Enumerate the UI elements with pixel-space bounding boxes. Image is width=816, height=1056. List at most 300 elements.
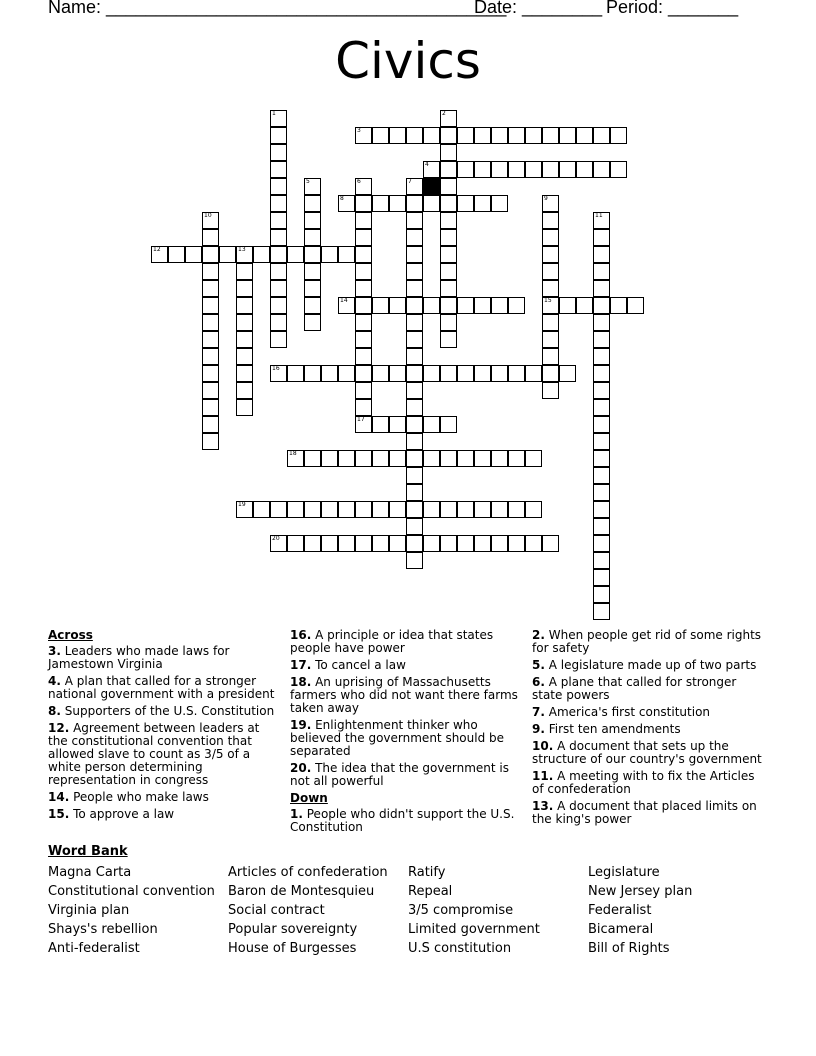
crossword-cell[interactable] bbox=[406, 212, 423, 229]
crossword-cell[interactable] bbox=[304, 212, 321, 229]
crossword-cell[interactable] bbox=[406, 348, 423, 365]
crossword-cell[interactable] bbox=[202, 212, 219, 229]
crossword-cell[interactable] bbox=[321, 365, 338, 382]
crossword-cell[interactable] bbox=[355, 399, 372, 416]
crossword-cell[interactable] bbox=[270, 501, 287, 518]
crossword-cell[interactable] bbox=[491, 127, 508, 144]
across-clue: 3. Leaders who made laws for Jamestown Virginia bbox=[48, 644, 230, 671]
crossword-cell[interactable] bbox=[627, 297, 644, 314]
crossword-cell[interactable] bbox=[355, 127, 372, 144]
crossword-cell[interactable] bbox=[440, 144, 457, 161]
crossword-cell[interactable] bbox=[542, 280, 559, 297]
crossword-cell[interactable] bbox=[406, 450, 423, 467]
crossword-cell[interactable] bbox=[202, 297, 219, 314]
crossword-cell[interactable] bbox=[593, 127, 610, 144]
crossword-cell[interactable] bbox=[389, 416, 406, 433]
crossword-cell[interactable] bbox=[593, 552, 610, 569]
word-bank-item: Shays's rebellion bbox=[48, 922, 158, 937]
crossword-cell[interactable] bbox=[525, 365, 542, 382]
crossword-cell[interactable] bbox=[338, 535, 355, 552]
crossword-cell[interactable] bbox=[610, 297, 627, 314]
crossword-cell[interactable] bbox=[576, 161, 593, 178]
crossword-cell[interactable] bbox=[440, 161, 457, 178]
crossword-cell[interactable] bbox=[474, 365, 491, 382]
crossword-cell[interactable] bbox=[542, 195, 559, 212]
crossword-cell[interactable] bbox=[389, 365, 406, 382]
crossword-cell[interactable] bbox=[287, 501, 304, 518]
across-clue: 8. Supporters of the U.S. Constitution bbox=[48, 704, 275, 718]
crossword-cell[interactable] bbox=[355, 314, 372, 331]
crossword-cell[interactable] bbox=[270, 110, 287, 127]
word-bank-item: House of Burgesses bbox=[228, 941, 357, 956]
crossword-cell[interactable] bbox=[423, 161, 440, 178]
crossword-cell[interactable] bbox=[457, 161, 474, 178]
crossword-cell[interactable] bbox=[457, 501, 474, 518]
crossword-cell[interactable] bbox=[593, 263, 610, 280]
crossword-cell[interactable] bbox=[321, 246, 338, 263]
crossword-cell[interactable] bbox=[406, 365, 423, 382]
crossword-cell[interactable] bbox=[542, 161, 559, 178]
word-bank-item: Repeal bbox=[408, 884, 453, 899]
crossword-cell[interactable] bbox=[508, 450, 525, 467]
crossword-cell[interactable] bbox=[202, 229, 219, 246]
down-clue: 1. People who didn't support the U.S. Constitution bbox=[290, 807, 515, 834]
crossword-cell[interactable] bbox=[304, 229, 321, 246]
name-field-label: Name: ________________________________________ bbox=[48, 0, 507, 17]
crossword-cell[interactable] bbox=[406, 501, 423, 518]
crossword-cell[interactable] bbox=[202, 433, 219, 450]
crossword-cell[interactable] bbox=[355, 382, 372, 399]
crossword-cell[interactable] bbox=[304, 195, 321, 212]
crossword-cell[interactable] bbox=[270, 246, 287, 263]
crossword-cell[interactable] bbox=[202, 348, 219, 365]
crossword-cell[interactable] bbox=[185, 246, 202, 263]
crossword-cell[interactable] bbox=[236, 331, 253, 348]
across-heading: Across bbox=[48, 628, 93, 642]
crossword-cell[interactable] bbox=[593, 586, 610, 603]
crossword-cell[interactable] bbox=[338, 195, 355, 212]
crossword-cell[interactable] bbox=[406, 399, 423, 416]
crossword-cell[interactable] bbox=[406, 314, 423, 331]
word-bank-column bbox=[408, 863, 540, 958]
crossword-cell[interactable] bbox=[372, 365, 389, 382]
crossword-cell[interactable] bbox=[593, 484, 610, 501]
crossword-cell[interactable] bbox=[253, 501, 270, 518]
down-clue: 9. First ten amendments bbox=[532, 722, 681, 736]
crossword-cell[interactable] bbox=[406, 552, 423, 569]
crossword-cell[interactable] bbox=[423, 450, 440, 467]
crossword-cell[interactable] bbox=[270, 212, 287, 229]
crossword-cell[interactable] bbox=[474, 127, 491, 144]
crossword-cell[interactable] bbox=[389, 297, 406, 314]
page-title: Civics bbox=[335, 32, 481, 90]
crossword-cell[interactable] bbox=[236, 246, 253, 263]
crossword-cell[interactable] bbox=[304, 365, 321, 382]
crossword-cell[interactable] bbox=[287, 450, 304, 467]
crossword-cell[interactable] bbox=[406, 297, 423, 314]
crossword-cell[interactable] bbox=[593, 246, 610, 263]
crossword-cell[interactable] bbox=[423, 535, 440, 552]
crossword-cell[interactable] bbox=[508, 535, 525, 552]
crossword-cell[interactable] bbox=[474, 161, 491, 178]
clue-number: 10 bbox=[204, 212, 212, 219]
crossword-cell[interactable] bbox=[423, 501, 440, 518]
crossword-cell[interactable] bbox=[406, 416, 423, 433]
crossword-cell[interactable] bbox=[270, 229, 287, 246]
crossword-cell[interactable] bbox=[542, 246, 559, 263]
crossword-cell[interactable] bbox=[474, 297, 491, 314]
crossword-cell[interactable] bbox=[406, 263, 423, 280]
down-clue: 6. A plane that called for stronger state powers bbox=[532, 675, 737, 702]
crossword-cell[interactable] bbox=[474, 501, 491, 518]
crossword-cell[interactable] bbox=[440, 535, 457, 552]
crossword-cell[interactable] bbox=[440, 365, 457, 382]
crossword-cell[interactable] bbox=[236, 263, 253, 280]
crossword-cell[interactable] bbox=[491, 535, 508, 552]
crossword-cell[interactable] bbox=[440, 178, 457, 195]
crossword-cell[interactable] bbox=[593, 399, 610, 416]
crossword-cell[interactable] bbox=[372, 127, 389, 144]
crossword-cell[interactable] bbox=[406, 280, 423, 297]
crossword-cell[interactable] bbox=[304, 501, 321, 518]
crossword-cell[interactable] bbox=[236, 365, 253, 382]
crossword-cell[interactable] bbox=[559, 161, 576, 178]
clues-column-3 bbox=[532, 629, 768, 830]
clue-number: 16 bbox=[272, 365, 280, 372]
crossword-cell[interactable] bbox=[338, 501, 355, 518]
crossword-cell[interactable] bbox=[270, 297, 287, 314]
crossword-cell[interactable] bbox=[202, 263, 219, 280]
crossword-cell[interactable] bbox=[355, 348, 372, 365]
crossword-cell[interactable] bbox=[270, 263, 287, 280]
crossword-cell[interactable] bbox=[406, 467, 423, 484]
crossword-cell[interactable] bbox=[202, 382, 219, 399]
crossword-cell[interactable] bbox=[525, 535, 542, 552]
crossword-cell[interactable] bbox=[321, 535, 338, 552]
crossword-cell[interactable] bbox=[202, 399, 219, 416]
crossword-cell[interactable] bbox=[355, 178, 372, 195]
crossword-cell[interactable] bbox=[508, 297, 525, 314]
crossword-cell[interactable] bbox=[542, 535, 559, 552]
crossword-cell[interactable] bbox=[457, 127, 474, 144]
crossword-cell[interactable] bbox=[355, 263, 372, 280]
crossword-cell[interactable] bbox=[236, 297, 253, 314]
crossword-cell[interactable] bbox=[610, 161, 627, 178]
crossword-cell[interactable] bbox=[168, 246, 185, 263]
crossword-cell[interactable] bbox=[593, 331, 610, 348]
crossword-cell[interactable] bbox=[236, 501, 253, 518]
crossword-cell[interactable] bbox=[236, 348, 253, 365]
crossword-cell[interactable] bbox=[576, 127, 593, 144]
crossword-cell[interactable] bbox=[593, 433, 610, 450]
crossword-cell[interactable] bbox=[508, 127, 525, 144]
clue-number: 17 bbox=[357, 416, 365, 423]
crossword-cell[interactable] bbox=[372, 535, 389, 552]
crossword-cell[interactable] bbox=[593, 518, 610, 535]
crossword-cell[interactable] bbox=[355, 365, 372, 382]
crossword-cell[interactable] bbox=[338, 246, 355, 263]
crossword-cell[interactable] bbox=[542, 331, 559, 348]
word-bank-item: Anti-federalist bbox=[48, 941, 140, 956]
crossword-cell[interactable] bbox=[440, 331, 457, 348]
crossword-cell[interactable] bbox=[542, 382, 559, 399]
clue-number: 9 bbox=[544, 195, 548, 202]
crossword-cell[interactable] bbox=[593, 382, 610, 399]
crossword-black-square bbox=[423, 178, 440, 195]
crossword-cell[interactable] bbox=[355, 195, 372, 212]
crossword-cell[interactable] bbox=[406, 518, 423, 535]
crossword-cell[interactable] bbox=[355, 280, 372, 297]
crossword-cell[interactable] bbox=[423, 297, 440, 314]
crossword-cell[interactable] bbox=[525, 127, 542, 144]
crossword-cell[interactable] bbox=[440, 212, 457, 229]
crossword-cell[interactable] bbox=[423, 416, 440, 433]
crossword-cell[interactable] bbox=[372, 195, 389, 212]
crossword-cell[interactable] bbox=[372, 297, 389, 314]
crossword-cell[interactable] bbox=[355, 297, 372, 314]
crossword-cell[interactable] bbox=[287, 535, 304, 552]
crossword-cell[interactable] bbox=[423, 365, 440, 382]
crossword-cell[interactable] bbox=[508, 501, 525, 518]
word-bank-item: New Jersey plan bbox=[588, 884, 693, 899]
crossword-cell[interactable] bbox=[406, 484, 423, 501]
crossword-cell[interactable] bbox=[440, 246, 457, 263]
crossword-cell[interactable] bbox=[270, 314, 287, 331]
crossword-cell[interactable] bbox=[440, 280, 457, 297]
crossword-cell[interactable] bbox=[593, 365, 610, 382]
crossword-cell[interactable] bbox=[542, 229, 559, 246]
crossword-cell[interactable] bbox=[287, 365, 304, 382]
crossword-cell[interactable] bbox=[406, 331, 423, 348]
crossword-cell[interactable] bbox=[406, 535, 423, 552]
clue-number: 1 bbox=[272, 110, 276, 117]
crossword-cell[interactable] bbox=[593, 297, 610, 314]
crossword-cell[interactable] bbox=[389, 535, 406, 552]
crossword-cell[interactable] bbox=[474, 195, 491, 212]
crossword-cell[interactable] bbox=[202, 331, 219, 348]
crossword-cell[interactable] bbox=[593, 467, 610, 484]
clue-number: 11 bbox=[595, 212, 603, 219]
crossword-cell[interactable] bbox=[576, 297, 593, 314]
crossword-cell[interactable] bbox=[406, 229, 423, 246]
crossword-cell[interactable] bbox=[321, 450, 338, 467]
crossword-cell[interactable] bbox=[491, 297, 508, 314]
crossword-cell[interactable] bbox=[406, 433, 423, 450]
crossword-cell[interactable] bbox=[406, 195, 423, 212]
crossword-cell[interactable] bbox=[542, 127, 559, 144]
crossword-cell[interactable] bbox=[270, 127, 287, 144]
word-bank-item: Virginia plan bbox=[48, 903, 130, 918]
across-clue: 16. A principle or idea that states people have power bbox=[290, 628, 494, 655]
crossword-cell[interactable] bbox=[338, 365, 355, 382]
crossword-cell[interactable] bbox=[270, 280, 287, 297]
crossword-cell[interactable] bbox=[440, 195, 457, 212]
crossword-cell[interactable] bbox=[542, 212, 559, 229]
crossword-cell[interactable] bbox=[593, 501, 610, 518]
clue-number: 5 bbox=[306, 178, 310, 185]
across-clue: 17. To cancel a law bbox=[290, 658, 406, 672]
crossword-cell[interactable] bbox=[355, 212, 372, 229]
crossword-cell[interactable] bbox=[202, 280, 219, 297]
crossword-cell[interactable] bbox=[440, 314, 457, 331]
crossword-cell[interactable] bbox=[542, 314, 559, 331]
crossword-cell[interactable] bbox=[270, 144, 287, 161]
crossword-cell[interactable] bbox=[270, 161, 287, 178]
down-clue: 2. When people get rid of some rights for safety bbox=[532, 628, 762, 655]
crossword-cell[interactable] bbox=[270, 365, 287, 382]
crossword-cell[interactable] bbox=[457, 365, 474, 382]
clue-number: 3 bbox=[357, 127, 361, 134]
crossword-cell[interactable] bbox=[440, 450, 457, 467]
crossword-cell[interactable] bbox=[542, 297, 559, 314]
crossword-cell[interactable] bbox=[491, 450, 508, 467]
crossword-cell[interactable] bbox=[202, 246, 219, 263]
crossword-cell[interactable] bbox=[304, 280, 321, 297]
word-bank-item: Limited government bbox=[408, 922, 540, 937]
crossword-cell[interactable] bbox=[406, 178, 423, 195]
crossword-cell[interactable] bbox=[202, 365, 219, 382]
down-heading: Down bbox=[290, 791, 328, 805]
crossword-cell[interactable] bbox=[610, 127, 627, 144]
crossword-cell[interactable] bbox=[593, 212, 610, 229]
clue-number: 19 bbox=[238, 501, 246, 508]
crossword-cell[interactable] bbox=[355, 229, 372, 246]
crossword-cell[interactable] bbox=[372, 450, 389, 467]
crossword-cell[interactable] bbox=[236, 399, 253, 416]
across-clue: 4. A plan that called for a stronger national government with a president bbox=[48, 674, 275, 701]
word-bank-item: Federalist bbox=[588, 903, 652, 918]
crossword-cell[interactable] bbox=[372, 501, 389, 518]
crossword-cell[interactable] bbox=[542, 365, 559, 382]
crossword-cell[interactable] bbox=[593, 229, 610, 246]
crossword-cell[interactable] bbox=[508, 161, 525, 178]
crossword-cell[interactable] bbox=[457, 297, 474, 314]
crossword-cell[interactable] bbox=[355, 246, 372, 263]
word-bank-item: Popular sovereignty bbox=[228, 922, 358, 937]
crossword-cell[interactable] bbox=[593, 416, 610, 433]
clues-column-1 bbox=[48, 629, 280, 825]
crossword-cell[interactable] bbox=[440, 297, 457, 314]
crossword-cell[interactable] bbox=[440, 501, 457, 518]
crossword-cell[interactable] bbox=[593, 280, 610, 297]
crossword-cell[interactable] bbox=[389, 195, 406, 212]
crossword-cell[interactable] bbox=[355, 535, 372, 552]
crossword-cell[interactable] bbox=[270, 331, 287, 348]
crossword-cell[interactable] bbox=[236, 314, 253, 331]
crossword-cell[interactable] bbox=[304, 297, 321, 314]
period-field-label: Period: _______ bbox=[606, 0, 739, 17]
crossword-cell[interactable] bbox=[304, 450, 321, 467]
crossword-cell[interactable] bbox=[321, 501, 338, 518]
crossword-cell[interactable] bbox=[219, 246, 236, 263]
crossword-cell[interactable] bbox=[440, 263, 457, 280]
crossword-cell[interactable] bbox=[253, 246, 270, 263]
clue-number: 14 bbox=[340, 297, 348, 304]
crossword-cell[interactable] bbox=[372, 416, 389, 433]
crossword-cell[interactable] bbox=[406, 382, 423, 399]
crossword-cell[interactable] bbox=[389, 127, 406, 144]
crossword-cell[interactable] bbox=[559, 127, 576, 144]
crossword-cell[interactable] bbox=[202, 314, 219, 331]
crossword-cell[interactable] bbox=[355, 450, 372, 467]
crossword-cell[interactable] bbox=[474, 535, 491, 552]
crossword-cell[interactable] bbox=[389, 450, 406, 467]
crossword-cell[interactable] bbox=[440, 110, 457, 127]
crossword-cell[interactable] bbox=[236, 280, 253, 297]
crossword-cell[interactable] bbox=[389, 501, 406, 518]
crossword-cell[interactable] bbox=[304, 263, 321, 280]
crossword-cell[interactable] bbox=[304, 314, 321, 331]
clue-number: 13 bbox=[238, 246, 246, 253]
crossword-cell[interactable] bbox=[151, 246, 168, 263]
crossword-cell[interactable] bbox=[355, 501, 372, 518]
date-field-label: Date: ________ bbox=[474, 0, 603, 17]
crossword-cell[interactable] bbox=[304, 246, 321, 263]
across-clue: 14. People who make laws bbox=[48, 790, 209, 804]
crossword-cell[interactable] bbox=[491, 501, 508, 518]
crossword-cell[interactable] bbox=[491, 365, 508, 382]
word-bank-item: Social contract bbox=[228, 903, 325, 918]
crossword-cell[interactable] bbox=[593, 161, 610, 178]
crossword-cell[interactable] bbox=[338, 450, 355, 467]
crossword-cell[interactable] bbox=[355, 416, 372, 433]
crossword-cell[interactable] bbox=[593, 314, 610, 331]
crossword-cell[interactable] bbox=[593, 348, 610, 365]
crossword-cell[interactable] bbox=[542, 348, 559, 365]
clue-number: 2 bbox=[442, 110, 446, 117]
crossword-cell[interactable] bbox=[491, 161, 508, 178]
crossword-cell[interactable] bbox=[287, 246, 304, 263]
crossword-cell[interactable] bbox=[542, 263, 559, 280]
crossword-cell[interactable] bbox=[423, 127, 440, 144]
crossword-cell[interactable] bbox=[593, 569, 610, 586]
crossword-cell[interactable] bbox=[440, 229, 457, 246]
crossword-cell[interactable] bbox=[236, 382, 253, 399]
crossword-cell[interactable] bbox=[525, 450, 542, 467]
crossword-cell[interactable] bbox=[491, 195, 508, 212]
crossword-cell[interactable] bbox=[457, 195, 474, 212]
crossword-cell[interactable] bbox=[508, 365, 525, 382]
crossword-cell[interactable] bbox=[559, 297, 576, 314]
crossword-cell[interactable] bbox=[525, 161, 542, 178]
across-clue: 15. To approve a law bbox=[48, 807, 175, 821]
crossword-cell[interactable] bbox=[474, 450, 491, 467]
crossword-cell[interactable] bbox=[270, 195, 287, 212]
crossword-cell[interactable] bbox=[457, 535, 474, 552]
crossword-cell[interactable] bbox=[304, 535, 321, 552]
crossword-cell[interactable] bbox=[457, 450, 474, 467]
crossword-cell[interactable] bbox=[202, 416, 219, 433]
crossword-cell[interactable] bbox=[304, 178, 321, 195]
crossword-cell[interactable] bbox=[406, 127, 423, 144]
word-bank-item: Legislature bbox=[588, 865, 660, 880]
crossword-cell[interactable] bbox=[270, 535, 287, 552]
crossword-cell[interactable] bbox=[593, 603, 610, 620]
crossword-cell[interactable] bbox=[338, 297, 355, 314]
crossword-cell[interactable] bbox=[440, 416, 457, 433]
crossword-cell[interactable] bbox=[270, 178, 287, 195]
crossword-cell[interactable] bbox=[593, 535, 610, 552]
across-clue: 19. Enlightenment thinker who believed the government should be separated bbox=[290, 718, 505, 758]
crossword-cell[interactable] bbox=[423, 195, 440, 212]
crossword-cell[interactable] bbox=[525, 501, 542, 518]
crossword-cell[interactable] bbox=[559, 365, 576, 382]
crossword-cell[interactable] bbox=[406, 246, 423, 263]
crossword-cell[interactable] bbox=[355, 331, 372, 348]
clue-number: 18 bbox=[289, 450, 297, 457]
crossword-cell[interactable] bbox=[593, 450, 610, 467]
crossword-cell[interactable] bbox=[440, 127, 457, 144]
